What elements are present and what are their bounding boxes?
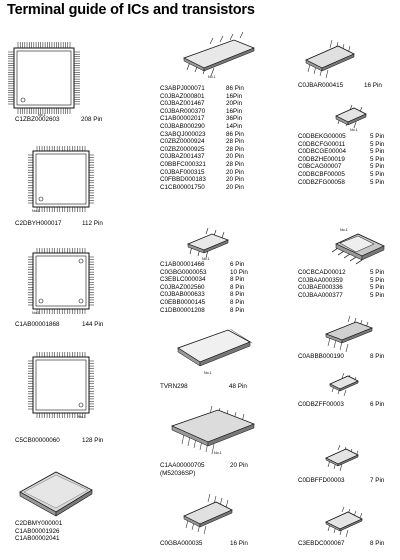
part-number: C0ABBB000190 — [298, 353, 344, 360]
pin-count: 5 Pin — [370, 148, 385, 156]
part-number: C0ZBZ0000924 — [160, 138, 205, 146]
pin-count: 8 Pin — [230, 306, 245, 314]
part-row — [160, 85, 256, 93]
part-number: C0JBAE000336 — [298, 284, 343, 292]
part-number: C0DBZFG00058 — [298, 178, 345, 186]
tvrn-label — [160, 383, 250, 391]
hsop-package-drawing — [166, 404, 258, 458]
bga-package-drawing — [12, 468, 96, 518]
part-number: C2DBYH000017 — [15, 220, 62, 227]
pin-count: 5 Pin — [370, 155, 385, 163]
no1-marker: No.1 — [340, 228, 348, 232]
part-row — [298, 148, 400, 156]
pin-count: 16 Pin — [364, 82, 382, 89]
part-row — [160, 93, 256, 101]
sip-package-drawing — [178, 226, 238, 262]
no1-marker: No.1 — [202, 257, 210, 261]
qfp-208-label — [15, 116, 103, 124]
part-number: C1AB00001466 — [160, 261, 205, 268]
part-row — [160, 123, 256, 131]
part-number: C0BBFC000321 — [160, 160, 206, 168]
pin-count: 16Pin — [226, 107, 243, 115]
part-number: (M52036SP) — [160, 469, 196, 477]
part-row — [160, 284, 260, 292]
c0jbar-label — [298, 82, 398, 90]
pin-count: 5 Pin — [370, 178, 385, 186]
c0gba-package-drawing — [178, 494, 238, 538]
part-row — [298, 133, 400, 141]
part-number: C3EBLC000034 — [160, 276, 206, 284]
pin-count: 28 Pin — [226, 138, 244, 146]
part-row — [298, 292, 400, 300]
part-row — [160, 146, 256, 154]
part-number: C2DBMY000001 — [15, 520, 63, 527]
c0dbffd-package-drawing — [322, 444, 362, 474]
pin-count: 5 Pin — [370, 284, 385, 292]
qfp-112-label — [15, 220, 103, 228]
c3ebdc-label — [298, 540, 398, 548]
part-number: C0FBBD000183 — [160, 176, 206, 184]
part-row — [298, 277, 400, 285]
part-number: C1AB00002041 — [15, 535, 60, 543]
page-title: Terminal guide of ICs and transistors — [7, 2, 255, 18]
part-number: C1AB00002017 — [160, 115, 205, 123]
part-number: C3ABPJ000071 — [160, 85, 205, 92]
pin-count: 5 Pin — [370, 163, 385, 171]
pin-count: 208 Pin — [81, 116, 103, 123]
part-number: C1AB00001868 — [15, 321, 60, 328]
part-row — [298, 156, 400, 164]
part-row — [160, 261, 260, 269]
part-number: C0JBAZ001467 — [160, 100, 205, 108]
part-row — [160, 299, 260, 307]
c0abbb-label — [298, 353, 398, 361]
no1-marker: No.1 — [208, 75, 216, 79]
pin-count: 8 Pin — [230, 276, 245, 284]
qfp-128-label — [15, 437, 104, 445]
pin-count: 20Pin — [226, 100, 243, 108]
part-row — [298, 141, 400, 149]
pin-count: 128 Pin — [82, 437, 104, 444]
pin-count: 14Pin — [226, 122, 243, 130]
dpak-package-drawing — [330, 226, 390, 266]
pin-count: 20 Pin — [226, 168, 244, 176]
no1-marker: No.1 — [214, 451, 222, 455]
pin-count: 5 Pin — [370, 291, 385, 299]
bga-label — [15, 520, 62, 543]
pin-count: 6 Pin — [230, 261, 245, 268]
pin-count: 20 Pin — [226, 176, 244, 184]
part-number: C0DBCGE00004 — [298, 148, 346, 156]
part-number: C0GBG0000053 — [160, 268, 207, 276]
part-row — [160, 131, 256, 139]
part-row — [160, 269, 260, 277]
no1-marker: No.1 — [38, 113, 46, 117]
part-number: C5CB00000060 — [15, 437, 60, 444]
part-number: C1AA00000705 — [160, 462, 205, 469]
part-number: C1DB00001208 — [160, 306, 205, 314]
qfp-128-package-drawing — [28, 352, 94, 418]
c3ebdc-package-drawing — [322, 506, 366, 538]
part-row — [160, 291, 260, 299]
pin-count: 8 Pin — [370, 353, 385, 360]
part-number: C1CB00001750 — [160, 183, 205, 191]
pin-count: 86 Pin — [226, 85, 244, 92]
part-number: C0BCAG00007 — [298, 163, 342, 171]
soic-package-drawing — [176, 34, 260, 80]
c0dbzff-package-drawing — [326, 372, 362, 398]
pin-count: 144 Pin — [82, 321, 104, 328]
part-number: C1AB00001926 — [15, 527, 60, 535]
part-number: C0JBAB000290 — [160, 122, 205, 130]
part-number: C0DBCFG00011 — [298, 140, 346, 148]
part-number: C0GBA000035 — [160, 540, 203, 547]
pin-count: 20 Pin — [230, 462, 248, 469]
pin-count: 8 Pin — [230, 291, 245, 299]
part-number: C0JBAZ002560 — [160, 283, 205, 291]
part-row — [160, 276, 260, 284]
part-row — [160, 115, 256, 123]
part-row — [160, 138, 256, 146]
part-number: C0JBAF000315 — [160, 168, 205, 176]
part-row — [160, 184, 256, 192]
pin-count: 36Pin — [226, 115, 243, 123]
pin-count: 5 Pin — [370, 170, 385, 178]
part-row — [160, 176, 256, 184]
pin-count: 8 Pin — [230, 283, 245, 291]
no1-marker: No.1 — [350, 128, 358, 132]
part-row — [298, 179, 400, 187]
part-number: C0EBB0000145 — [160, 298, 206, 306]
part-number: C3EBDC000067 — [298, 540, 345, 547]
pin-count: 5 Pin — [370, 133, 385, 140]
pin-count: 16 Pin — [230, 540, 248, 547]
pin-count: 5 Pin — [370, 140, 385, 148]
pin-count: 6 Pin — [370, 401, 385, 408]
qfp-112-package-drawing — [28, 146, 94, 212]
c0gba-label — [160, 540, 260, 548]
qfp-144-package-drawing — [28, 248, 94, 314]
c0jbar-package-drawing — [300, 40, 360, 80]
pin-count: 20 Pin — [226, 183, 244, 191]
pin-count: 5 Pin — [370, 276, 385, 284]
pin-count: 86 Pin — [226, 130, 244, 138]
part-number: C0JBAB000633 — [160, 291, 205, 299]
part-number: C1ZBZ0002603 — [15, 116, 60, 123]
sip-part-list — [160, 261, 260, 314]
sot5-package-drawing — [330, 104, 370, 130]
sot5-part-list — [298, 133, 400, 186]
pin-count: 48 Pin — [229, 383, 247, 390]
pin-count: 8 Pin — [230, 298, 245, 306]
no1-marker: No.1 — [78, 415, 86, 419]
part-number: C0DBCBF00005 — [298, 170, 345, 178]
c0dbffd-label — [298, 477, 398, 485]
part-row — [160, 307, 260, 315]
part-row — [160, 161, 256, 169]
part-row — [160, 108, 256, 116]
pin-count: 8 Pin — [370, 540, 385, 547]
part-number: C0CBCAD00012 — [298, 269, 346, 276]
pin-count: 28 Pin — [226, 160, 244, 168]
part-number: C0DBFFD00003 — [298, 477, 345, 484]
part-row — [298, 171, 400, 179]
part-number: C0JBAA000359 — [298, 276, 343, 284]
pin-count: 16Pin — [226, 92, 243, 100]
c0abbb-package-drawing — [318, 316, 378, 352]
part-number: TVRN298 — [160, 383, 188, 390]
no1-marker: No.1 — [32, 311, 40, 315]
part-number: C0DBZFF00003 — [298, 401, 344, 408]
part-number: C0DBEKG00005 — [298, 133, 346, 140]
dpak-part-list — [298, 269, 400, 299]
pin-count: 10 Pin — [230, 268, 248, 276]
no1-marker: No.1 — [204, 371, 212, 375]
c0dbzff-label — [298, 401, 398, 409]
hsop-label — [160, 462, 260, 477]
no1-marker: No.1 — [32, 209, 40, 213]
part-number: C0JBAZ001437 — [160, 153, 205, 161]
part-number: C3ABQJ000023 — [160, 130, 206, 138]
part-number: C0ZBZ0000925 — [160, 145, 205, 153]
part-row — [298, 269, 400, 277]
pin-count: 20 Pin — [226, 153, 244, 161]
qfp-144-label — [15, 321, 104, 329]
part-number: C0JBAA000377 — [298, 291, 343, 299]
part-row — [160, 153, 256, 161]
part-number: C0DBZHE00019 — [298, 155, 345, 163]
part-row — [160, 100, 256, 108]
qfp-208-package-drawing — [8, 42, 80, 117]
part-row — [160, 169, 256, 177]
pin-count: 5 Pin — [370, 269, 385, 276]
part-number: C0JBAZ000801 — [160, 92, 205, 100]
pin-count: 7 Pin — [370, 477, 385, 484]
part-row — [298, 284, 400, 292]
part-row — [298, 163, 400, 171]
part-number: C0JBAR000370 — [160, 107, 206, 115]
pin-count: 112 Pin — [82, 220, 103, 227]
soic-part-list — [160, 85, 256, 191]
tvrn-package-drawing — [174, 326, 254, 378]
pin-count: 28 Pin — [226, 145, 244, 153]
part-number: C0JBAR000415 — [298, 82, 344, 89]
